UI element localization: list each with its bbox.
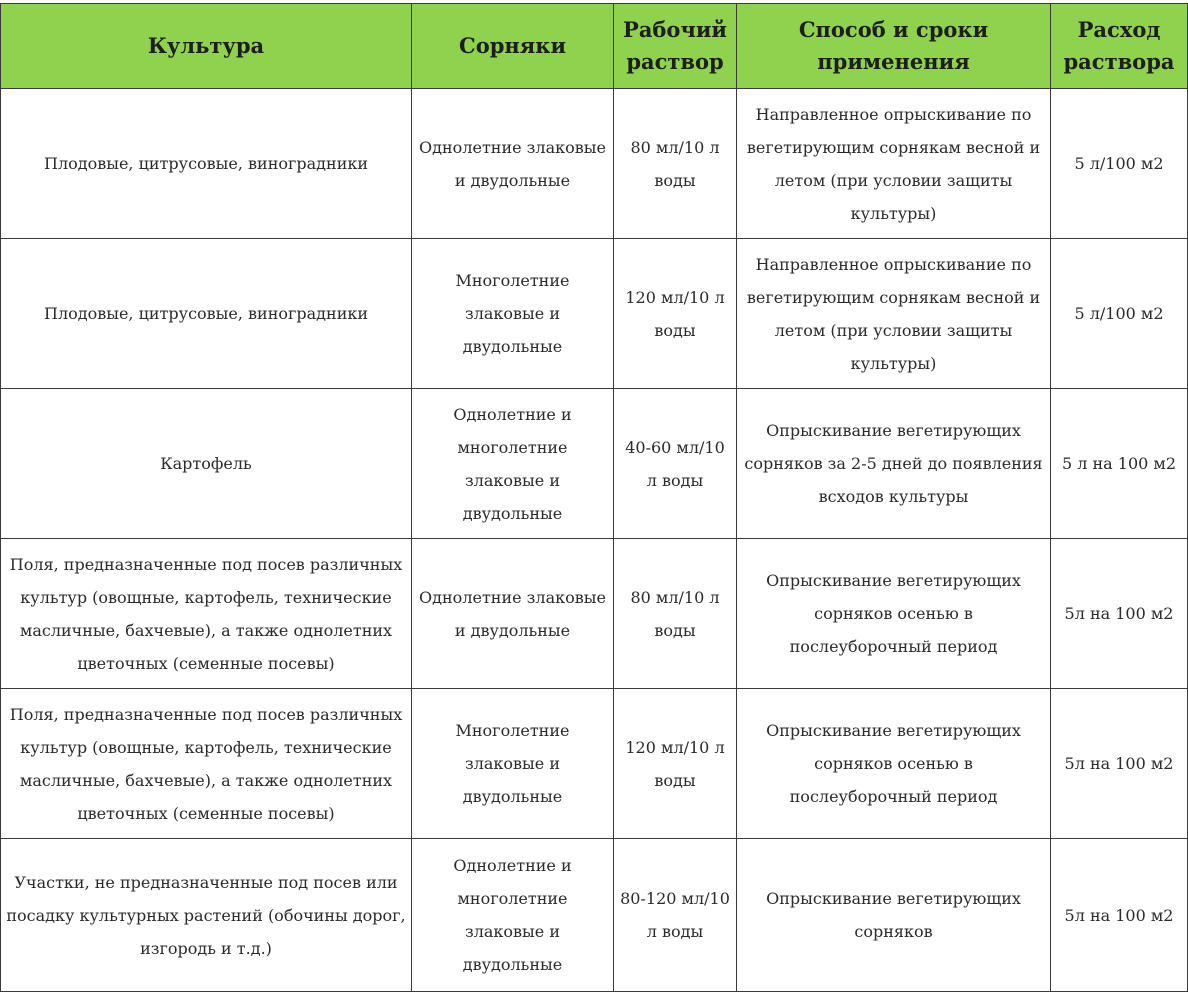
cell-solution: 40-60 мл/10 л воды: [614, 389, 737, 539]
cell-culture: Участки, не предназначенные под посев или посадку культурных растений (обочины дорог, изгородь и т.д.): [1, 839, 412, 992]
table-row: [1, 89, 1188, 239]
header-method-and-timing: Способ и сроки применения: [737, 4, 1051, 89]
table-row: [1, 539, 1188, 689]
cell-solution: 80 мл/10 л воды: [614, 539, 737, 689]
cell-culture: Поля, предназначенные под посев различных культур (овощные, картофель, технические масличные, бахчевые), а также однолетних цветочных (семенные посевы): [1, 689, 412, 839]
cell-weeds: Однолетние и многолетние злаковые и двудольные: [412, 839, 614, 992]
cell-consumption: 5л на 100 м2: [1051, 539, 1188, 689]
cell-consumption: 5л на 100 м2: [1051, 839, 1188, 992]
cell-consumption: 5 л на 100 м2: [1051, 389, 1188, 539]
table-row: [1, 839, 1188, 992]
header-culture: Культура: [1, 4, 412, 89]
cell-method: Опрыскивание вегетирующих сорняков осенью в послеуборочный период: [737, 689, 1051, 839]
header-weeds: Сорняки: [412, 4, 614, 89]
cell-weeds: Однолетние злаковые и двудольные: [412, 539, 614, 689]
cell-solution: 80 мл/10 л воды: [614, 89, 737, 239]
cell-culture: Плодовые, цитрусовые, виноградники: [1, 89, 412, 239]
header-working-solution: Рабочий раствор: [614, 4, 737, 89]
table-row: [1, 689, 1188, 839]
cell-culture: Поля, предназначенные под посев различных культур (овощные, картофель, технические масличные, бахчевые), а также однолетних цветочных (семенные посевы): [1, 539, 412, 689]
cell-solution: 80-120 мл/10 л воды: [614, 839, 737, 992]
cell-solution: 120 мл/10 л воды: [614, 239, 737, 389]
cell-culture: Картофель: [1, 389, 412, 539]
table-row: [1, 239, 1188, 389]
cell-method: Направленное опрыскивание по вегетирующим сорнякам весной и летом (при условии защиты культуры): [737, 89, 1051, 239]
header-solution-consumption: Расход раствора: [1051, 4, 1188, 89]
cell-method: Опрыскивание вегетирующих сорняков осенью в послеуборочный период: [737, 539, 1051, 689]
cell-method: Опрыскивание вегетирующих сорняков: [737, 839, 1051, 992]
cell-consumption: 5 л/100 м2: [1051, 239, 1188, 389]
table-header-row: [1, 4, 1188, 89]
cell-method: Опрыскивание вегетирующих сорняков за 2-5 дней до появления всходов культуры: [737, 389, 1051, 539]
cell-weeds: Многолетние злаковые и двудольные: [412, 239, 614, 389]
table-row: [1, 389, 1188, 539]
cell-consumption: 5л на 100 м2: [1051, 689, 1188, 839]
cell-weeds: Многолетние злаковые и двудольные: [412, 689, 614, 839]
cell-method: Направленное опрыскивание по вегетирующим сорнякам весной и летом (при условии защиты культуры): [737, 239, 1051, 389]
application-table: [0, 3, 1188, 992]
cell-solution: 120 мл/10 л воды: [614, 689, 737, 839]
cell-culture: Плодовые, цитрусовые, виноградники: [1, 239, 412, 389]
cell-weeds: Однолетние и многолетние злаковые и двудольные: [412, 389, 614, 539]
cell-weeds: Однолетние злаковые и двудольные: [412, 89, 614, 239]
cell-consumption: 5 л/100 м2: [1051, 89, 1188, 239]
